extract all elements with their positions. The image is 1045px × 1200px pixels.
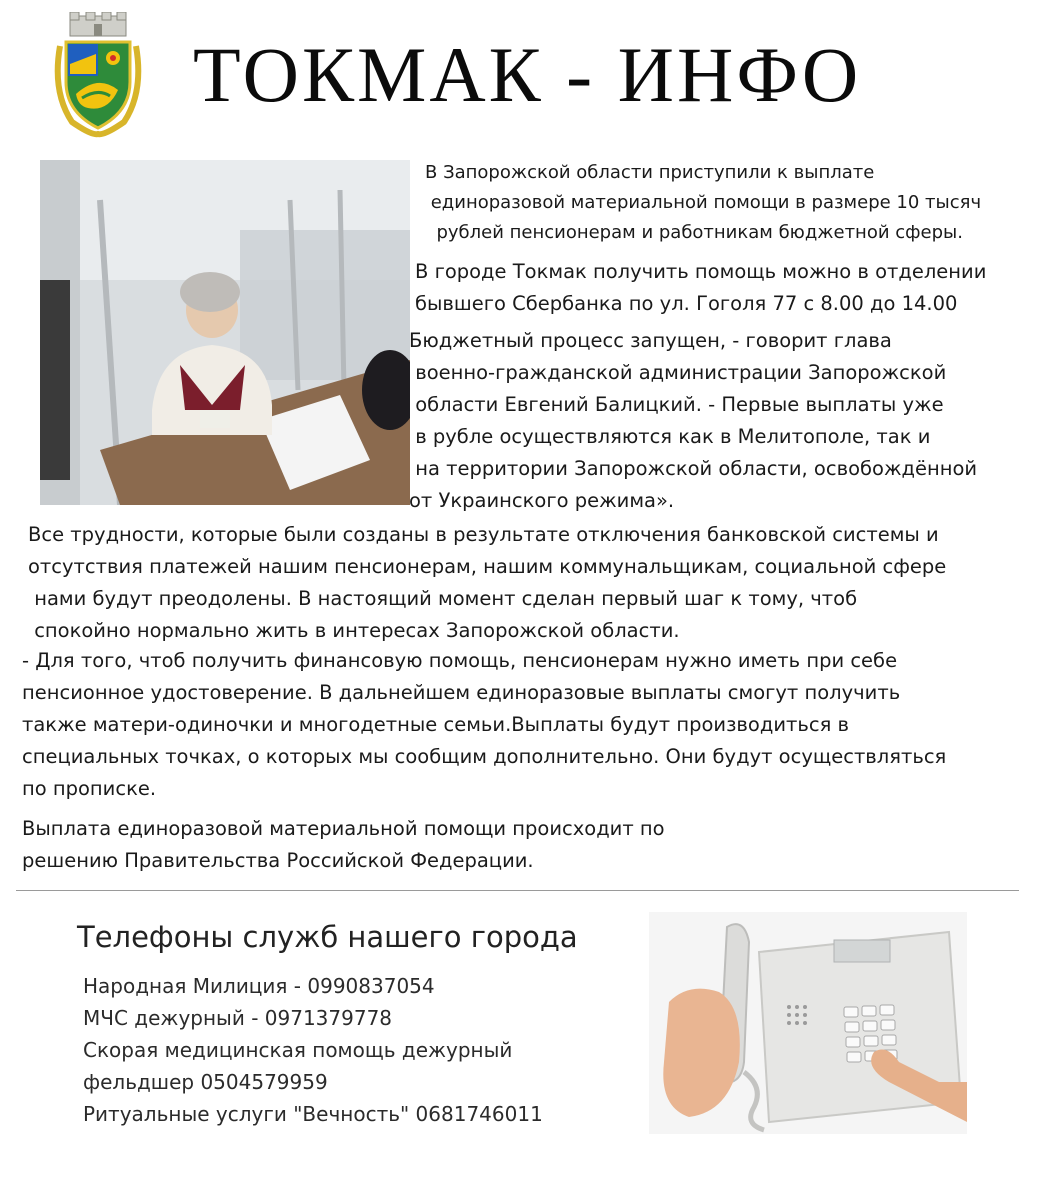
phones-section-title: Телефоны служб нашего города	[77, 920, 578, 954]
article-paragraph-1: В Запорожской области приступили к выплате единоразовой материальной помощи в размере 10 тысяч рублей пенсионерам и работникам бюджетной сферы.	[425, 162, 982, 243]
article-paragraph-2: В городе Токмак получить помощь можно в отделении бывшего Сбербанка по ул. Гоголя 77 с 8.00 до 14.00	[415, 260, 987, 315]
page-title: ТОКМАК - ИНФО	[193, 31, 862, 118]
phones-list: Народная Милиция - 0990837054 МЧС дежурный - 0971379778 Скорая медицинская помощь дежурный фельдшер 0504579959 Ритуальные услуги "Вечность" 0681746011	[83, 974, 543, 1126]
section-divider	[16, 890, 1019, 891]
article-paragraph-6: Выплата единоразовой материальной помощи происходит по решению Правительства Российской Федерации.	[22, 817, 665, 872]
article-paragraph-3: Бюджетный процесс запущен, - говорит глава военно-гражданской администрации Запорожской области Евгений Балицкий. - Первые выплаты уже в рубле осуществляются как в Мелитополе, так и на территории Запорожской области, освобождённой от Украинского режима».	[409, 329, 978, 512]
city-coat-of-arms-icon	[52, 12, 144, 138]
article-paragraph-5: - Для того, чтоб получить финансовую помощь, пенсионерам нужно иметь при себе пенсионное удостоверение. В дальнейшем единоразовые выплаты смогут получить также матери-одиночки и многодетные семьи.Выплаты будут производиться в специальных точках, о которых мы сообщим дополнительно. Они будут осуществляться по прописке.	[22, 649, 947, 800]
article-paragraph-4: Все трудности, которые были созданы в результате отключения банковской системы и отсутствия платежей нашим пенсионерам, нашим коммунальщикам, социальной сфере нами будут преодолены. В настоящий момент сделан первый шаг к тому, чтоб спокойно нормально жить в интересах Запорожской области.	[28, 523, 947, 642]
pensioner-at-bank-desk-photo	[40, 160, 410, 505]
hand-dialing-desk-phone-photo	[649, 912, 967, 1134]
